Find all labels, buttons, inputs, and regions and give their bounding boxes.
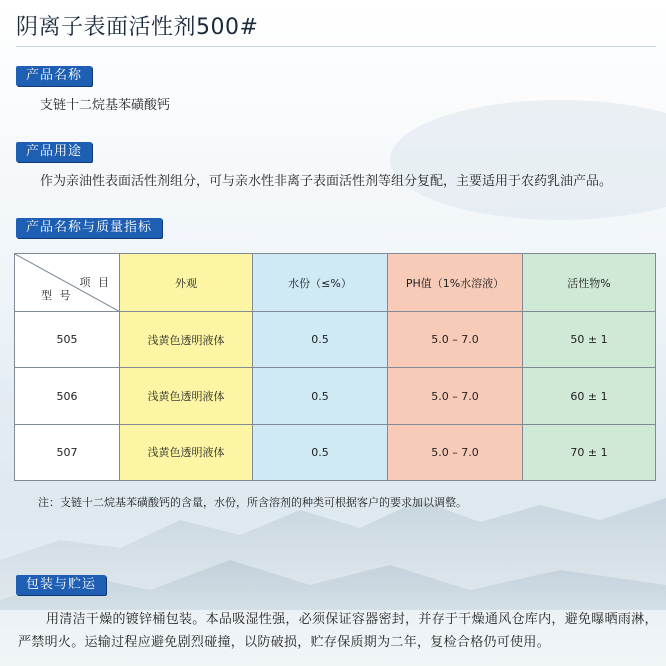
section-label-packing: 包装与贮运 — [16, 575, 106, 595]
header-active: 活性物% — [523, 254, 656, 312]
corner-label-item: 项 目 — [79, 276, 111, 289]
cell-ph: 5.0 – 7.0 — [388, 312, 523, 368]
cell-active: 70 ± 1 — [523, 424, 656, 480]
cell-appearance: 浅黄色透明液体 — [120, 368, 253, 424]
cell-active: 60 ± 1 — [523, 368, 656, 424]
cell-ph: 5.0 – 7.0 — [388, 368, 523, 424]
usage-text: 作为亲油性表面活性剂组分，可与亲水性非离子表面活性剂等组分复配，主要适用于农药乳油产品。 — [40, 174, 613, 189]
table-header-row — [15, 254, 656, 312]
cell-appearance: 浅黄色透明液体 — [120, 312, 253, 368]
cell-ph: 5.0 – 7.0 — [388, 424, 523, 480]
page-title: 阴离子表面活性剂500# — [16, 15, 259, 40]
quality-spec-table — [14, 253, 656, 481]
cell-model: 506 — [15, 368, 120, 424]
corner-label-model: 型 号 — [41, 289, 73, 303]
cell-model: 505 — [15, 312, 120, 368]
section-label-usage: 产品用途 — [16, 142, 92, 162]
cell-water: 0.5 — [253, 368, 388, 424]
header-water: 水份（≤%） — [253, 254, 388, 312]
table-row — [15, 312, 656, 368]
cell-active: 50 ± 1 — [523, 312, 656, 368]
header-ph: PH值（1%水溶液） — [388, 254, 523, 312]
product-name-text: 支链十二烷基苯磺酸钙 — [40, 98, 171, 113]
packing-text: 用清洁干燥的镀锌桶包装。本品吸湿性强，必须保证容器密封，并存于干燥通风仓库内，避免曝晒雨淋，严禁明火。运输过程应避免剧烈碰撞，以防破损，贮存保质期为二年，复检合格仍可使用。 — [18, 612, 658, 650]
cell-appearance: 浅黄色透明液体 — [120, 424, 253, 480]
section-label-product-name: 产品名称 — [16, 66, 92, 86]
cell-model: 507 — [15, 424, 120, 480]
table-row — [15, 368, 656, 424]
table-row — [15, 424, 656, 480]
cell-water: 0.5 — [253, 312, 388, 368]
cell-water: 0.5 — [253, 424, 388, 480]
section-label-quality: 产品名称与质量指标 — [16, 218, 162, 238]
header-appearance: 外观 — [120, 254, 253, 312]
table-note: 注：支链十二烷基苯磺酸钙的含量，水份，所含溶剂的种类可根据客户的要求加以调整。 — [38, 496, 467, 509]
title-divider — [16, 46, 656, 47]
table-corner-cell — [15, 254, 120, 312]
